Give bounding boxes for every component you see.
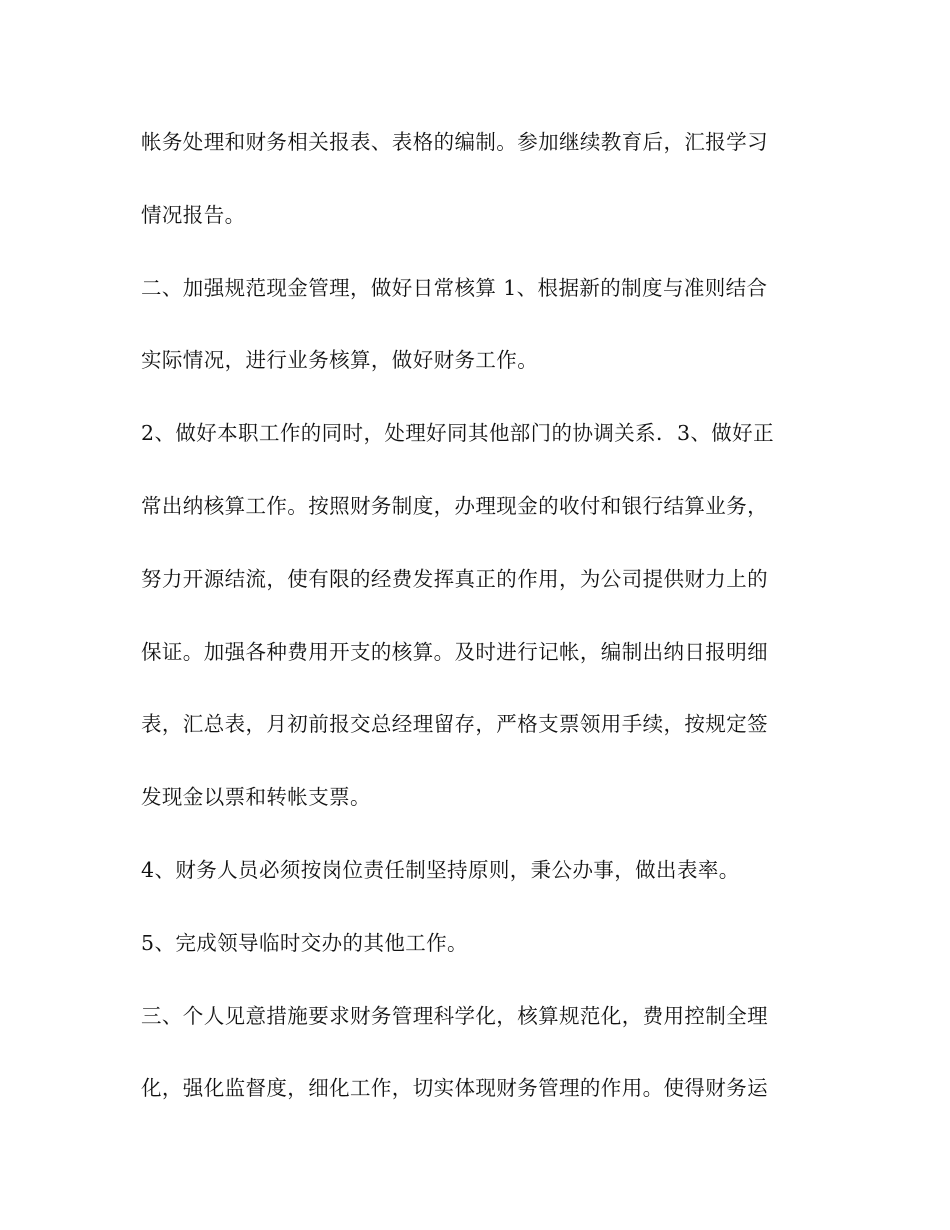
text-line: 化，强化监督度，细化工作，切实体现财务管理的作用。使得财务运: [141, 1076, 768, 1101]
text-line: 努力开源结流，使有限的经费发挥真正的作用，为公司提供财力上的: [141, 566, 768, 591]
text-line: 5、完成领导临时交办的其他工作。: [141, 930, 468, 955]
text-line: 表，汇总表，月初前报交总经理留存，严格支票领用手续，按规定签: [141, 712, 768, 737]
text-line: 保证。加强各种费用开支的核算。及时进行记帐，编制出纳日报明细: [141, 639, 768, 664]
text-line: 发现金以票和转帐支票。: [141, 785, 371, 810]
text-line: 2、做好本职工作的同时，处理好同其他部门的协调关系．3、做好正: [141, 421, 774, 446]
text-line: 情况报告。: [141, 202, 246, 227]
text-line: 常出纳核算工作。按照财务制度，办理现金的收付和银行结算业务，: [141, 493, 768, 518]
document-body: [141, 116, 809, 1135]
text-line: 三、个人见意措施要求财务管理科学化，核算规范化，费用控制全理: [141, 1003, 768, 1028]
text-line: 帐务处理和财务相关报表、表格的编制。参加继续教育后，汇报学习: [141, 130, 768, 154]
text-line: 实际情况，进行业务核算，做好财务工作。: [141, 348, 539, 373]
text-line: 4、财务人员必须按岗位责任制坚持原则，秉公办事，做出表率。: [141, 857, 740, 882]
text-line: 二、加强规范现金管理，做好日常核算 1、根据新的制度与准则结合: [141, 275, 768, 300]
